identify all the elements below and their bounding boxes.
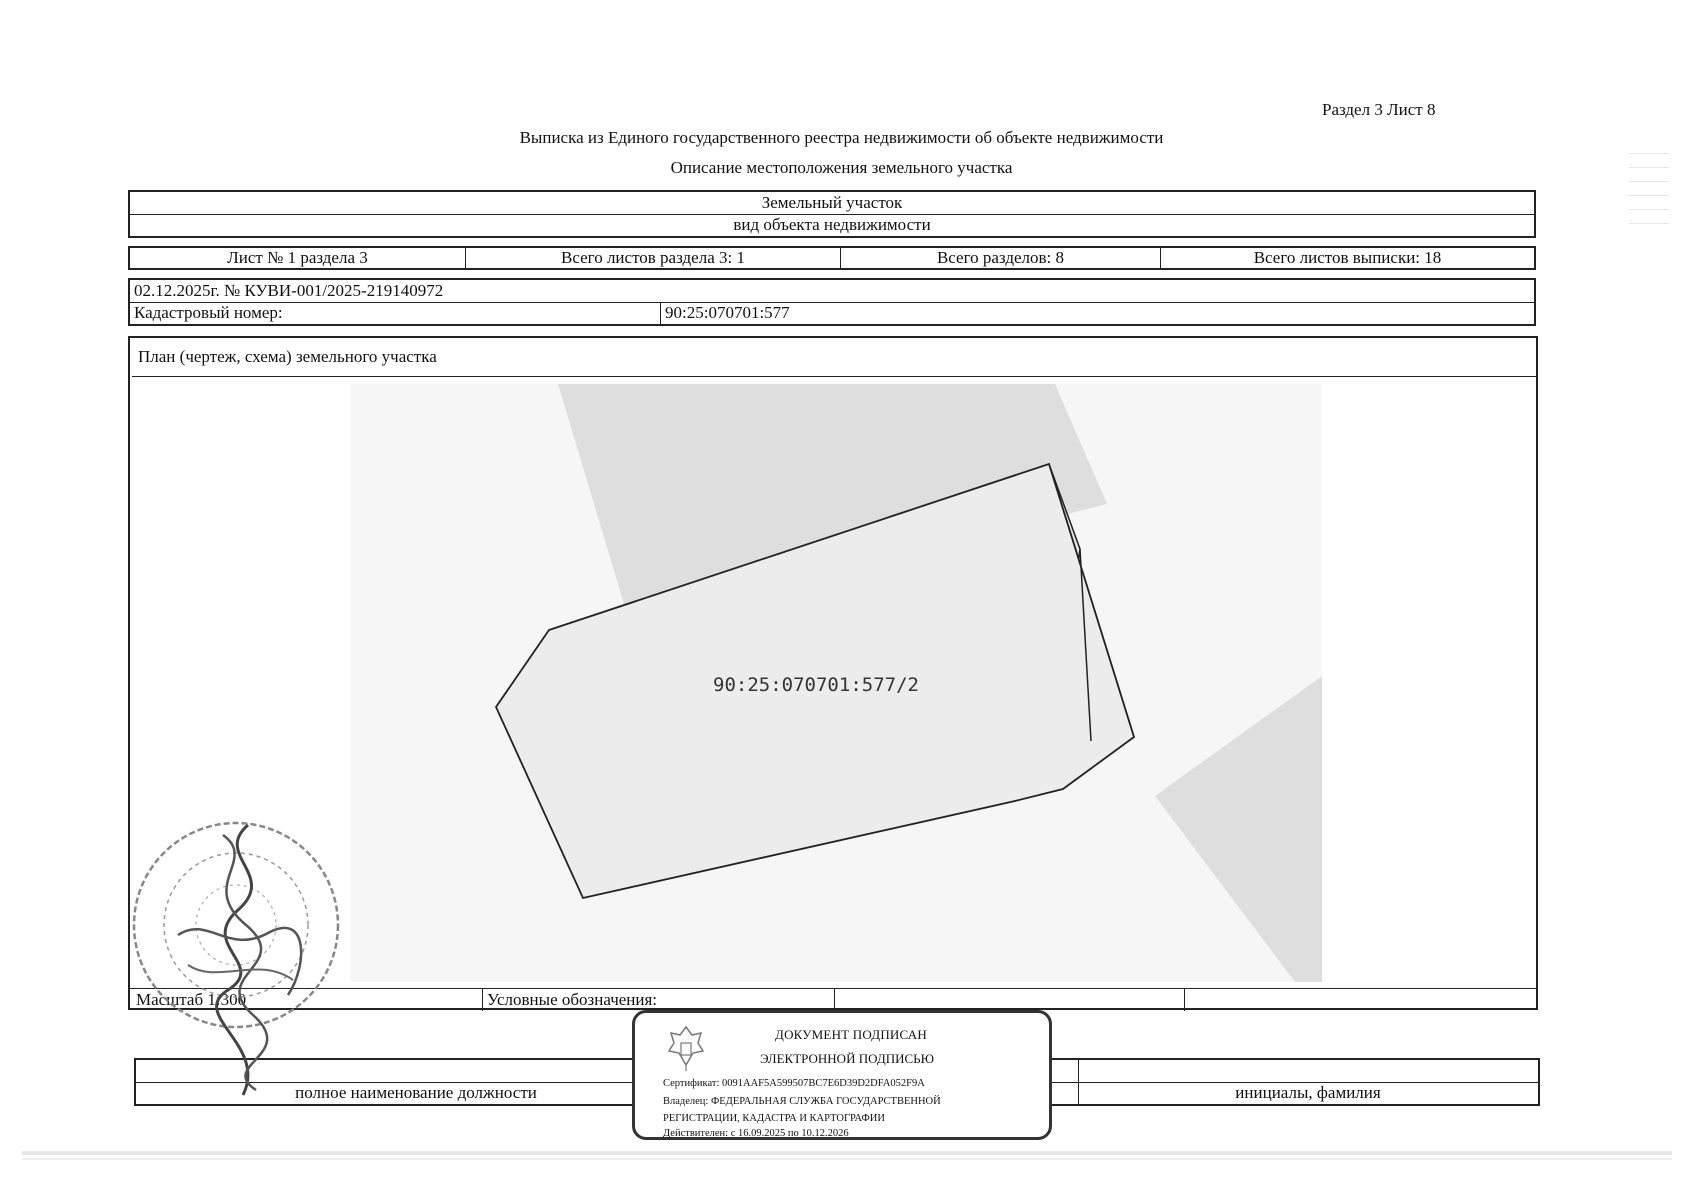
legend-label: Условные обозначения: (482, 989, 834, 1011)
document-subtitle: Описание местоположения земельного участка (670, 158, 1013, 177)
legend-cell-1 (834, 989, 1184, 1011)
owner-line1: Владелец: ФЕДЕРАЛЬНАЯ СЛУЖБА ГОСУДАРСТВЕННОЙ (663, 1096, 941, 1107)
sheets-info-row (128, 246, 1536, 270)
plan-drawing (350, 384, 1322, 982)
cadastral-number-value: 90:25:070701:577 (660, 302, 1534, 324)
record-date-number: 02.12.2025г. № КУВИ-001/2025-219140972 (130, 280, 1534, 303)
object-type-caption: вид объекта недвижимости (733, 215, 931, 234)
scale-legend-row (130, 988, 1536, 1011)
scan-edge-line-2 (22, 1158, 1672, 1160)
total-sections: Всего разделов: 8 (840, 248, 1160, 268)
object-type-value: Земельный участок (130, 192, 1534, 215)
scan-edge-line (22, 1151, 1672, 1155)
object-type-table (128, 190, 1536, 238)
section-sheet-label: Раздел 3 Лист 8 (1322, 100, 1436, 119)
sheet-number: Лист № 1 раздела 3 (227, 248, 368, 267)
validity-text: Действителен: с 16.09.2025 по 10.12.2026 (663, 1128, 849, 1139)
parcel-label: 90:25:070701:577/2 (713, 674, 919, 696)
coat-of-arms-icon (665, 1023, 707, 1071)
document-title: Выписка из Единого государственного реестра недвижимости об объекте недвижимости (519, 128, 1164, 147)
scan-marks (1629, 140, 1669, 270)
e-signature-line2: ЭЛЕКТРОННОЙ ПОДПИСЬЮ (760, 1051, 934, 1066)
legend-cell-2 (1184, 989, 1536, 1011)
cadastral-number-label: Кадастровый номер: (134, 303, 283, 322)
plan-title: План (чертеж, схема) земельного участка (132, 338, 1536, 377)
position-caption: полное наименование должности (295, 1083, 537, 1102)
owner-line2: РЕГИСТРАЦИИ, КАДАСТРА И КАРТОГРАФИИ (663, 1113, 885, 1124)
record-table (128, 278, 1536, 326)
total-sheets: Всего листов выписки: 18 (1160, 248, 1534, 268)
sheets-in-section: Всего листов раздела 3: 1 (465, 248, 840, 268)
plan-box (128, 336, 1538, 1010)
certificate-text: Сертификат: 0091AAF5A599507BC7E6D39D2DFA052F9A (663, 1078, 925, 1089)
e-signature-line1: ДОКУМЕНТ ПОДПИСАН (775, 1027, 927, 1042)
name-caption: инициалы, фамилия (1235, 1083, 1381, 1102)
e-signature-stamp (632, 1010, 1052, 1140)
scale-label: Масштаб 1:300 (136, 990, 247, 1009)
